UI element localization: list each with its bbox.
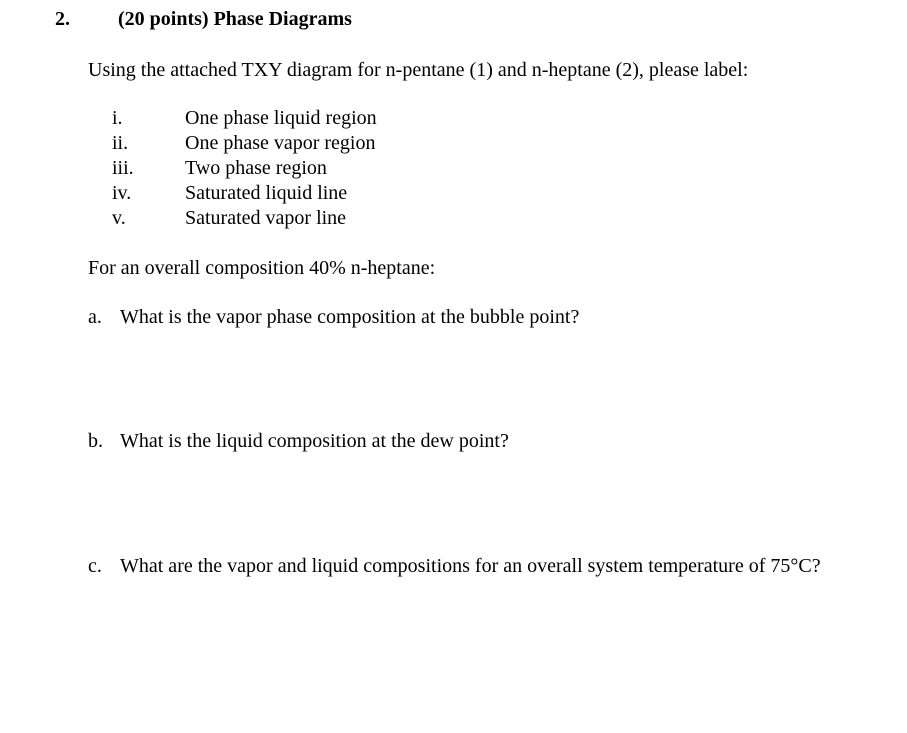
question-intro: Using the attached TXY diagram for n-pentane (1) and n-heptane (2), please label:	[88, 59, 749, 81]
subquestion-text: What is the vapor phase composition at the bubble point?	[120, 306, 580, 328]
list-text: One phase vapor region	[185, 132, 376, 154]
subquestion-text: What is the liquid composition at the dew point?	[120, 430, 509, 452]
list-item	[112, 106, 377, 131]
list-item	[112, 181, 377, 206]
label-list	[112, 106, 377, 231]
subquestion-c	[88, 555, 821, 578]
overall-composition: For an overall composition 40% n-heptane:	[88, 257, 436, 279]
list-numeral: iii.	[112, 157, 134, 179]
list-item	[112, 131, 377, 156]
list-numeral: ii.	[112, 132, 129, 154]
subquestion-letter: a.	[88, 306, 102, 328]
list-numeral: iv.	[112, 182, 132, 204]
question-number: 2.	[55, 8, 70, 30]
list-text: Saturated vapor line	[185, 207, 347, 229]
list-text: Saturated liquid line	[185, 182, 348, 204]
subquestion-a	[88, 306, 579, 329]
subquestion-letter: b.	[88, 430, 103, 452]
list-numeral: v.	[112, 207, 126, 229]
subquestion-text: What are the vapor and liquid compositions for an overall system temperature of 75°C?	[120, 555, 821, 577]
list-text: Two phase region	[185, 157, 327, 179]
list-item	[112, 206, 377, 231]
question-title: (20 points) Phase Diagrams	[118, 8, 352, 30]
subquestion-b	[88, 430, 509, 453]
list-text: One phase liquid region	[185, 107, 377, 129]
list-numeral: i.	[112, 107, 123, 129]
list-item	[112, 156, 377, 181]
subquestion-letter: c.	[88, 555, 102, 577]
